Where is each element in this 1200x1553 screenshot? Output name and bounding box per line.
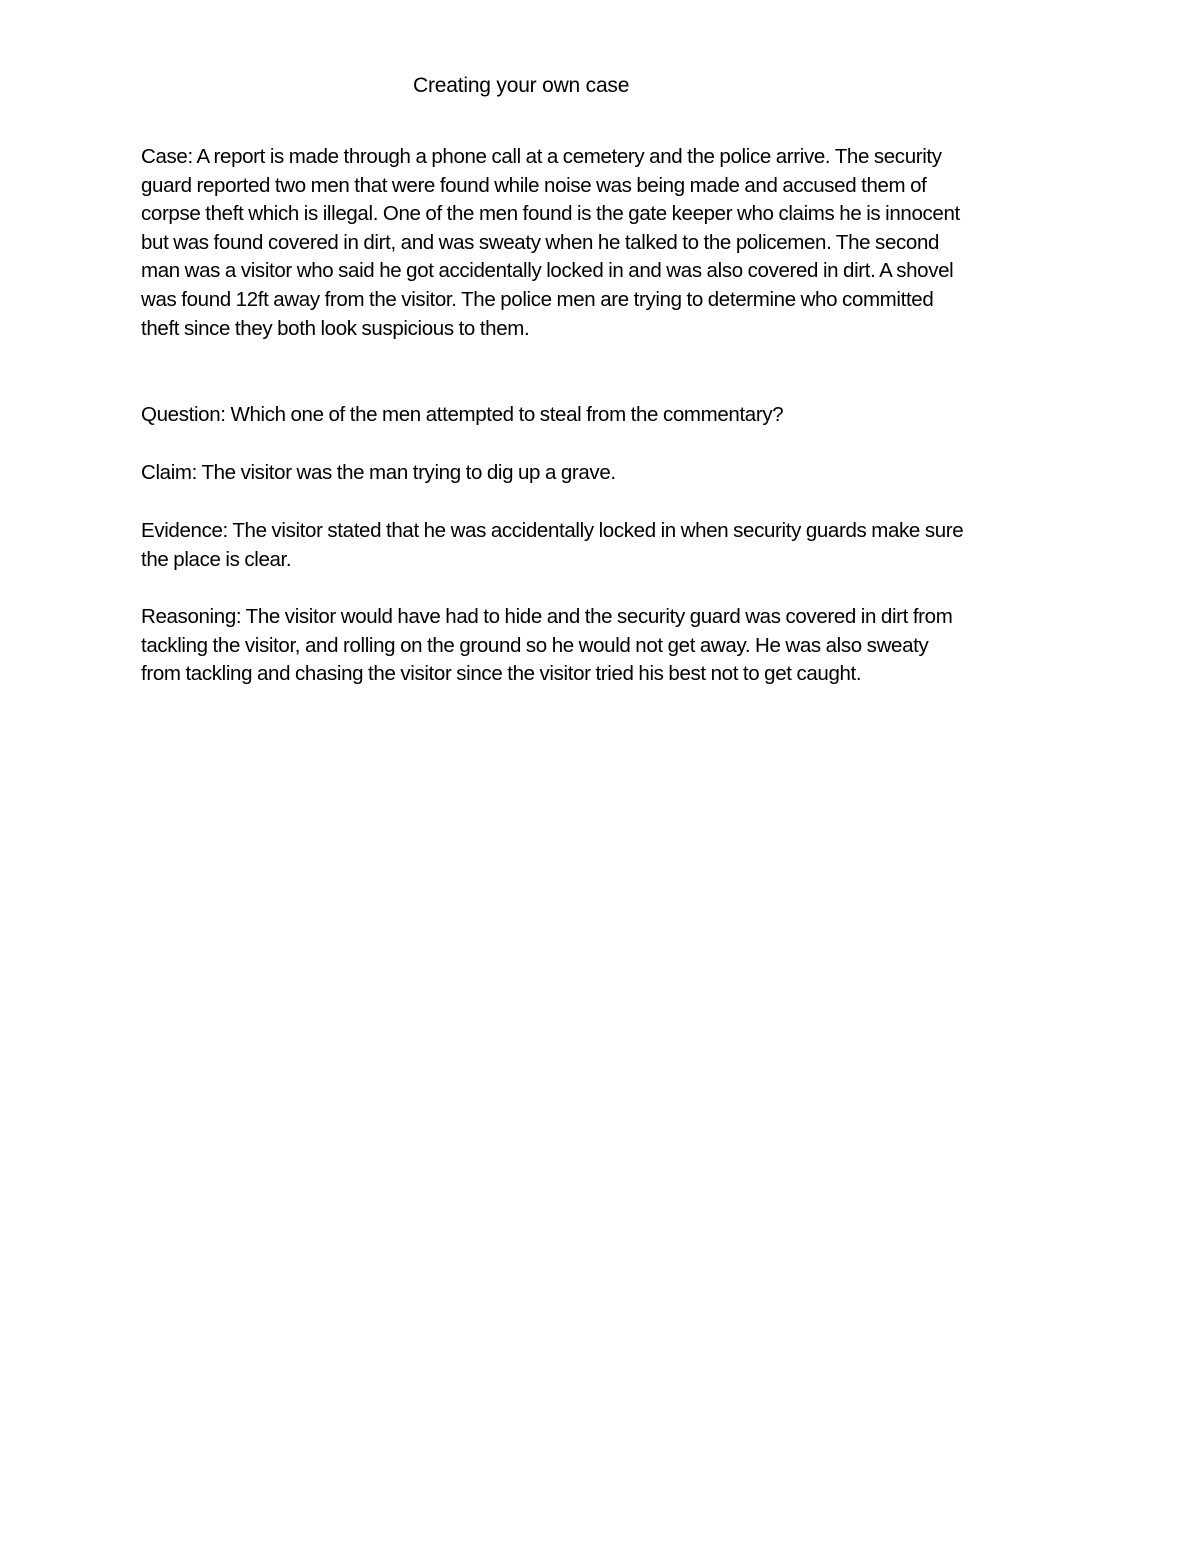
question-paragraph <box>141 401 1081 430</box>
case-line: was found 12ft away from the visitor. The police men are trying to determine who committed <box>141 287 934 311</box>
claim-line: Claim: The visitor was the man trying to dig up a grave. <box>141 461 616 484</box>
reasoning-line: tackling the visitor, and rolling on the ground so he would not get away. He was also sweaty <box>141 633 929 657</box>
case-paragraph <box>141 143 1081 343</box>
reasoning-paragraph <box>141 603 1081 689</box>
document-title: Creating your own case <box>413 74 630 97</box>
claim-paragraph <box>141 459 1081 488</box>
reasoning-line: Reasoning: The visitor would have had to hide and the security guard was covered in dirt from <box>141 605 953 628</box>
case-line: Case: A report is made through a phone call at a cemetery and the police arrive. The security <box>141 145 942 168</box>
evidence-line: the place is clear. <box>141 547 292 571</box>
evidence-line: Evidence: The visitor stated that he was accidentally locked in when security guards make sure <box>141 519 964 542</box>
question-line: Question: Which one of the men attempted to steal from the commentary? <box>141 403 784 426</box>
case-line: corpse theft which is illegal. One of the men found is the gate keeper who claims he is innocent <box>141 202 960 226</box>
evidence-paragraph <box>141 517 1081 574</box>
case-line: man was a visitor who said he got accidentally locked in and was also covered in dirt. A shovel <box>141 259 954 283</box>
case-line: theft since they both look suspicious to them. <box>141 316 530 340</box>
reasoning-line: from tackling and chasing the visitor since the visitor tried his best not to get caught. <box>141 662 862 686</box>
case-line: guard reported two men that were found while noise was being made and accused them of <box>141 173 927 197</box>
case-line: but was found covered in dirt, and was sweaty when he talked to the policemen. The second <box>141 230 940 254</box>
